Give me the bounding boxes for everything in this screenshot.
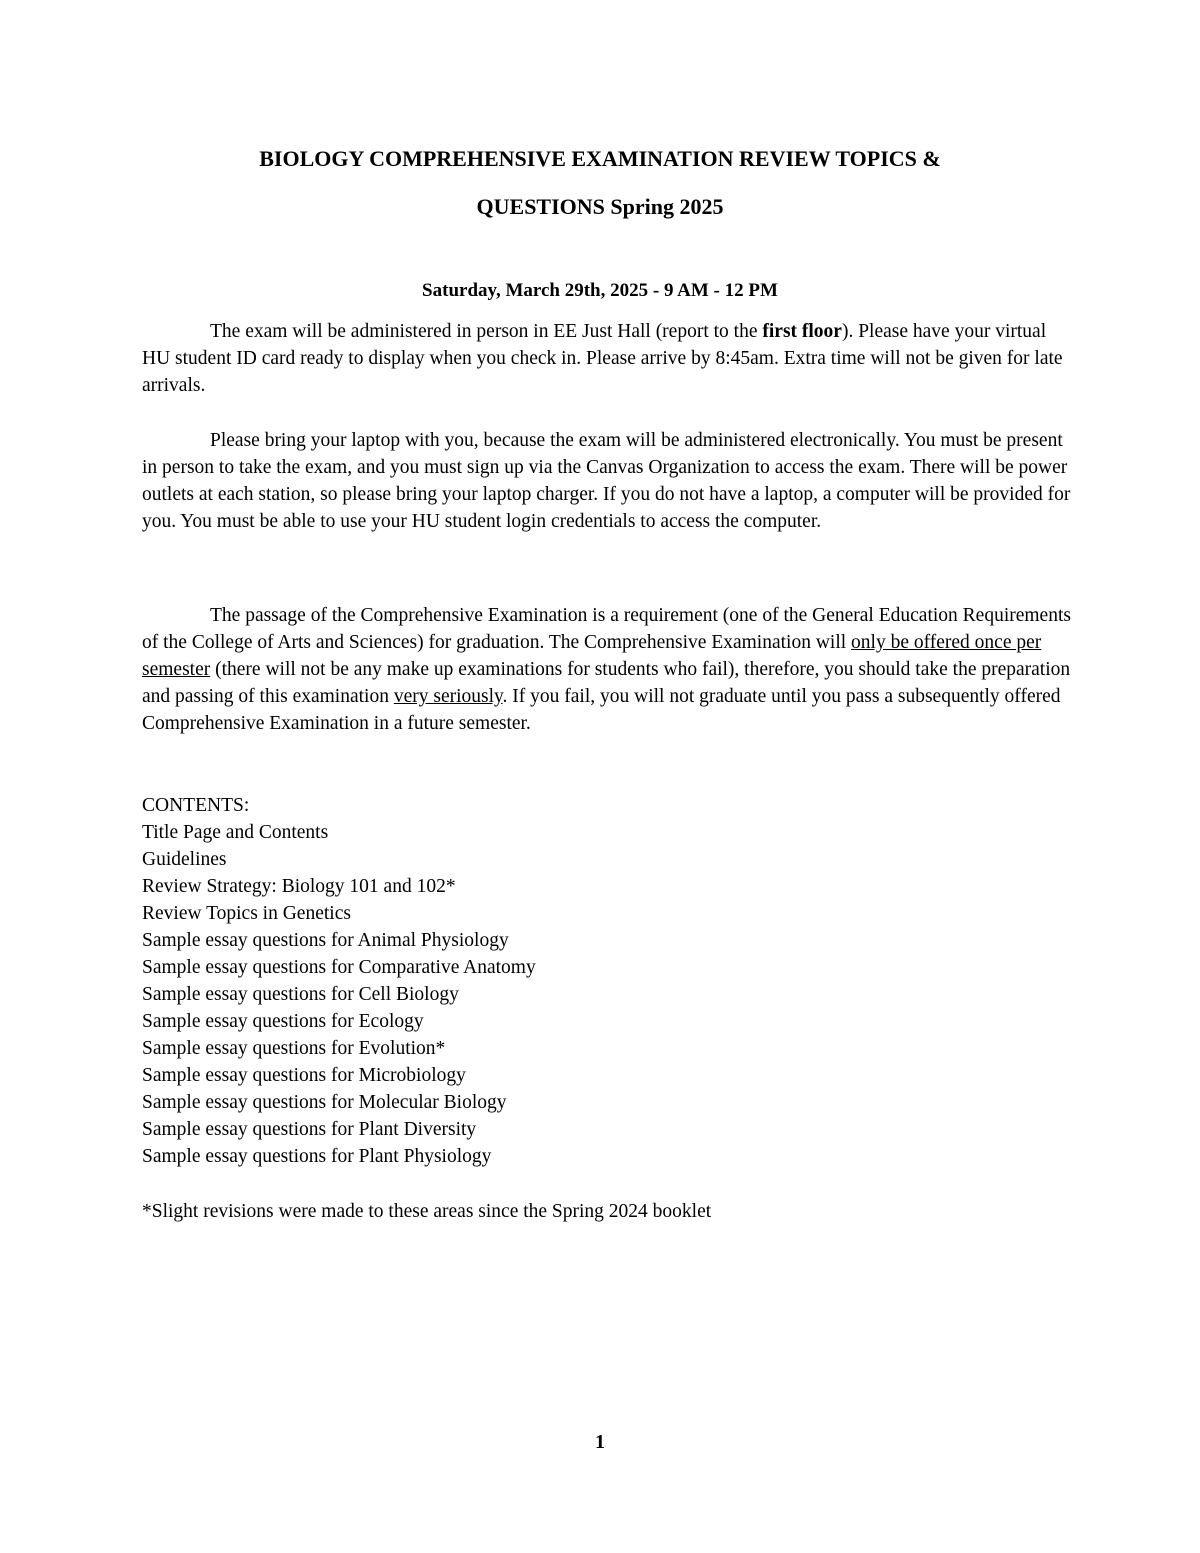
contents-item: Sample essay questions for Ecology	[142, 1011, 424, 1032]
page-number: 1	[595, 1431, 605, 1453]
contents-item: Guidelines	[142, 849, 227, 870]
contents-item: Sample essay questions for Plant Diversity	[142, 1119, 477, 1140]
paragraph-text: The passage of the Comprehensive Examination is a requirement (one of the General Education Requirements of the College of Arts and Sciences) for graduation. The Comprehensive Examination will	[142, 605, 1071, 653]
paragraph-text: (there will not be any make up examinations for students who fail), therefore, you should take the preparation and passing of this examination	[142, 659, 1071, 707]
contents-item: Sample essay questions for Comparative Anatomy	[142, 957, 536, 978]
exam-location-paragraph	[142, 318, 1072, 399]
contents-item: Sample essay questions for Cell Biology	[142, 984, 459, 1005]
contents-item: Sample essay questions for Evolution*	[142, 1038, 446, 1059]
contents-item: Sample essay questions for Animal Physiology	[142, 930, 509, 951]
laptop-paragraph	[142, 427, 1072, 535]
contents-item: Review Topics in Genetics	[142, 903, 351, 924]
paragraph-text: ). Please have your virtual HU student ID card ready to display when you check in. Please arrive by 8:45am. Extra time will not be given for late arrivals.	[142, 321, 1063, 396]
paragraph-text: . If you fail, you will not graduate until you pass a subsequently offered Comprehensive Examination in a future semester.	[142, 686, 1061, 734]
bold-text: first floor	[762, 321, 842, 342]
underlined-text: only be offered once per semester	[142, 632, 1042, 680]
contents-item: Sample essay questions for Microbiology	[142, 1065, 466, 1086]
underlined-text: very seriously	[393, 686, 503, 707]
document-title-line-1: BIOLOGY COMPREHENSIVE EXAMINATION REVIEW TOPICS &	[259, 146, 941, 171]
contents-item: Sample essay questions for Molecular Biology	[142, 1092, 507, 1113]
contents-list	[142, 792, 1072, 1170]
paragraph-text: The exam will be administered in person in EE Just Hall (report to the	[210, 321, 763, 342]
document-title-line-2: QUESTIONS Spring 2025	[476, 194, 724, 219]
revision-footnote: *Slight revisions were made to these areas since the Spring 2024 booklet	[142, 1201, 712, 1222]
contents-item: Sample essay questions for Plant Physiology	[142, 1146, 492, 1167]
contents-item: Review Strategy: Biology 101 and 102*	[142, 876, 456, 897]
paragraph-text: Please bring your laptop with you, because the exam will be administered electronically. You must be present in person to take the exam, and you must sign up via the Canvas Organization to access the exam. There will be power outlets at each station, so please bring your laptop charger. If you do not have a laptop, a computer will be provided for you. You must be able to use your HU student login credentials to access the computer.	[142, 430, 1071, 532]
exam-date: Saturday, March 29th, 2025 - 9 AM - 12 PM	[422, 280, 778, 301]
contents-item: Title Page and Contents	[142, 822, 329, 843]
contents-heading: CONTENTS:	[142, 795, 250, 816]
requirement-paragraph	[142, 602, 1072, 737]
